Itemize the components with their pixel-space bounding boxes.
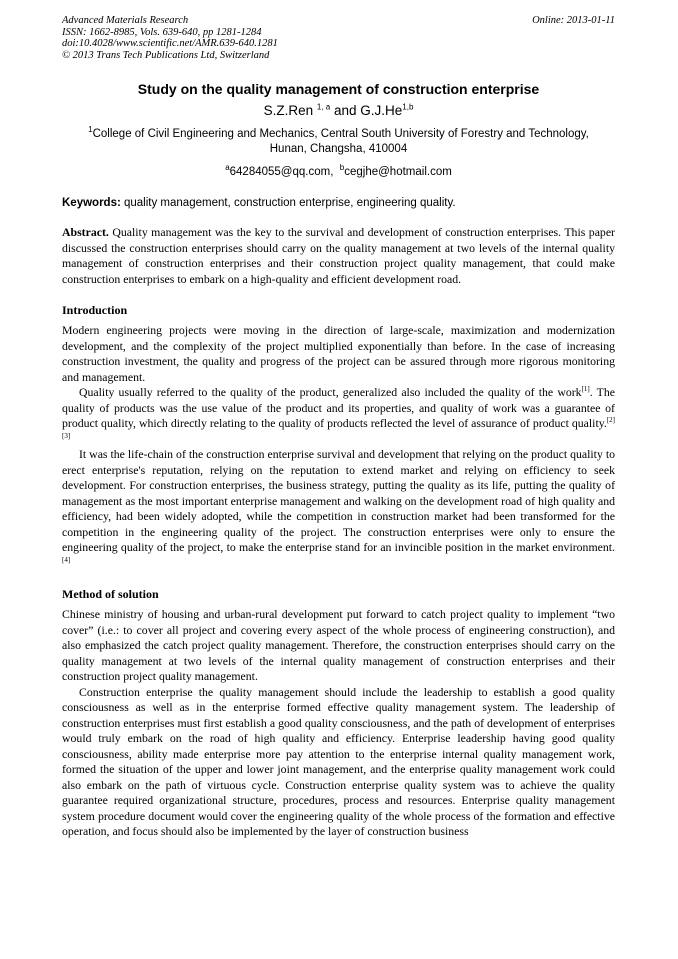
paragraph-text: It was the life-chain of the construction enterprise survival and development that relying on the product quality to erect enterprise's reputation, relying on the reputation to extend market and relying on efficiency to seek development. For construction enterprises, the business strategy, putting the quality as its life, putting the quality of management as the most important enterprise management and walking on the development road of high quality and efficiency, had been widely adopted, while the competition in construction market had been transformed for the competition in the engineering quality of the project. The construction enterprises were only to ensure the engineering quality of the project, to make the enterprise stand for an invincible position in the market environment.: [62, 447, 615, 554]
author-list: [62, 103, 615, 118]
email-superscript: a: [225, 163, 230, 173]
paragraph-text: . The quality of products was the use value of the product and its properties, and quality of work was a guarantee of product quality, which directly relating to the quality of products reflected the level of assurance of product quality.: [62, 385, 615, 430]
online-date: Online: 2013-01-11: [532, 15, 615, 26]
section-heading-method: Method of solution: [62, 587, 159, 601]
author-conjunction: and: [333, 103, 357, 118]
journal-name: Advanced Materials Research: [62, 15, 189, 26]
email-address: cegjhe@hotmail.com: [344, 166, 452, 178]
paragraph: Modern engineering projects were moving in the direction of large-scale, maximization and modernization development, and the complexity of the project multiplied exponentially than before. In the case of increasing construction investment, the quality and progress of the project can be assured through more rigorous monitoring and management.: [62, 323, 615, 384]
paragraph-text: Quality usually referred to the quality of the product, generalized also included the quality of the work: [79, 385, 582, 399]
affiliation-line: College of Civil Engineering and Mechanics, Central South University of Forestry and Technology,: [92, 128, 589, 140]
keywords-label: Keywords:: [62, 197, 121, 209]
citation: [4]: [62, 555, 71, 564]
affiliation-superscript: 1: [88, 125, 93, 135]
citation: [2][3]: [62, 416, 615, 440]
abstract-text: Quality management was the key to the survival and development of construction enterprises. This paper discussed the construction enterprises should carry on the quality management at two levels of the internal quality management of construction enterprises and their construction project quality management, that could make construction enterprises to embark on a high-quality and efficient development road.: [62, 225, 615, 286]
author-emails: [62, 163, 615, 178]
paragraph: Chinese ministry of housing and urban-rural development put forward to catch project quality to implement “two cover” (i.e.: to cover all project and covering every aspect of the whole process of engineering construction), and also emphasized the catch project quality management. Therefore, the construction enterprises should carry on the quality management at two levels of the internal quality management of construction enterprises and their construction project quality management.: [62, 607, 615, 683]
keywords-text: quality management, construction enterprise, engineering quality.: [124, 197, 456, 209]
introduction-section: [62, 323, 615, 571]
paper-title: Study on the quality management of construction enterprise: [137, 81, 540, 97]
issn-line: ISSN: 1662-8985, Vols. 639-640, pp 1281-1284: [62, 26, 262, 38]
paragraph: [62, 385, 615, 447]
email-address: 64284055@qq.com,: [229, 166, 334, 178]
doi-line: doi:10.4028/www.scientific.net/AMR.639-640.1281: [62, 38, 278, 49]
keywords: [62, 197, 615, 209]
journal-header: [62, 15, 615, 61]
author-superscript: 1, a: [316, 102, 331, 112]
citation: [1]: [581, 385, 590, 394]
paragraph: [62, 447, 615, 571]
affiliation: [62, 127, 615, 156]
method-section: [62, 607, 615, 840]
author-name: S.Z.Ren: [263, 103, 314, 118]
email-superscript: b: [339, 163, 345, 173]
affiliation-line: Hunan, Changsha, 410004: [269, 142, 408, 155]
abstract-label: Abstract.: [62, 225, 109, 239]
paragraph: Construction enterprise the quality management should include the leadership to establish a good quality consciousness as well as in the enterprise formed effective quality management system. The leadership of construction enterprises must first establish a good quality consciousness, and the path of development of enterprises would truly embark on the road of high quality and efficiency. Enterprise leadership having good quality consciousness, ability made enterprise more pay attention to the enterprise internal quality management work, formed the situation of the upper and lower joint management, and the enterprise quality management work could also embark on the path of virtuous cycle. Construction enterprise quality system was to achieve the quality guarantee required organizational structure, procedures, process and resources. Enterprise quality management system procedure document would cover the engineering quality of the whole process of the formation and effective operation, and focus should also be implemented by the layer of construction business: [62, 684, 615, 838]
copyright-line: © 2013 Trans Tech Publications Ltd, Switzerland: [62, 49, 270, 61]
paper-page: [62, 15, 615, 840]
author-superscript: 1,b: [402, 102, 414, 112]
author-name: G.J.He: [360, 103, 403, 118]
section-heading-introduction: Introduction: [62, 303, 128, 317]
abstract: [62, 225, 615, 287]
